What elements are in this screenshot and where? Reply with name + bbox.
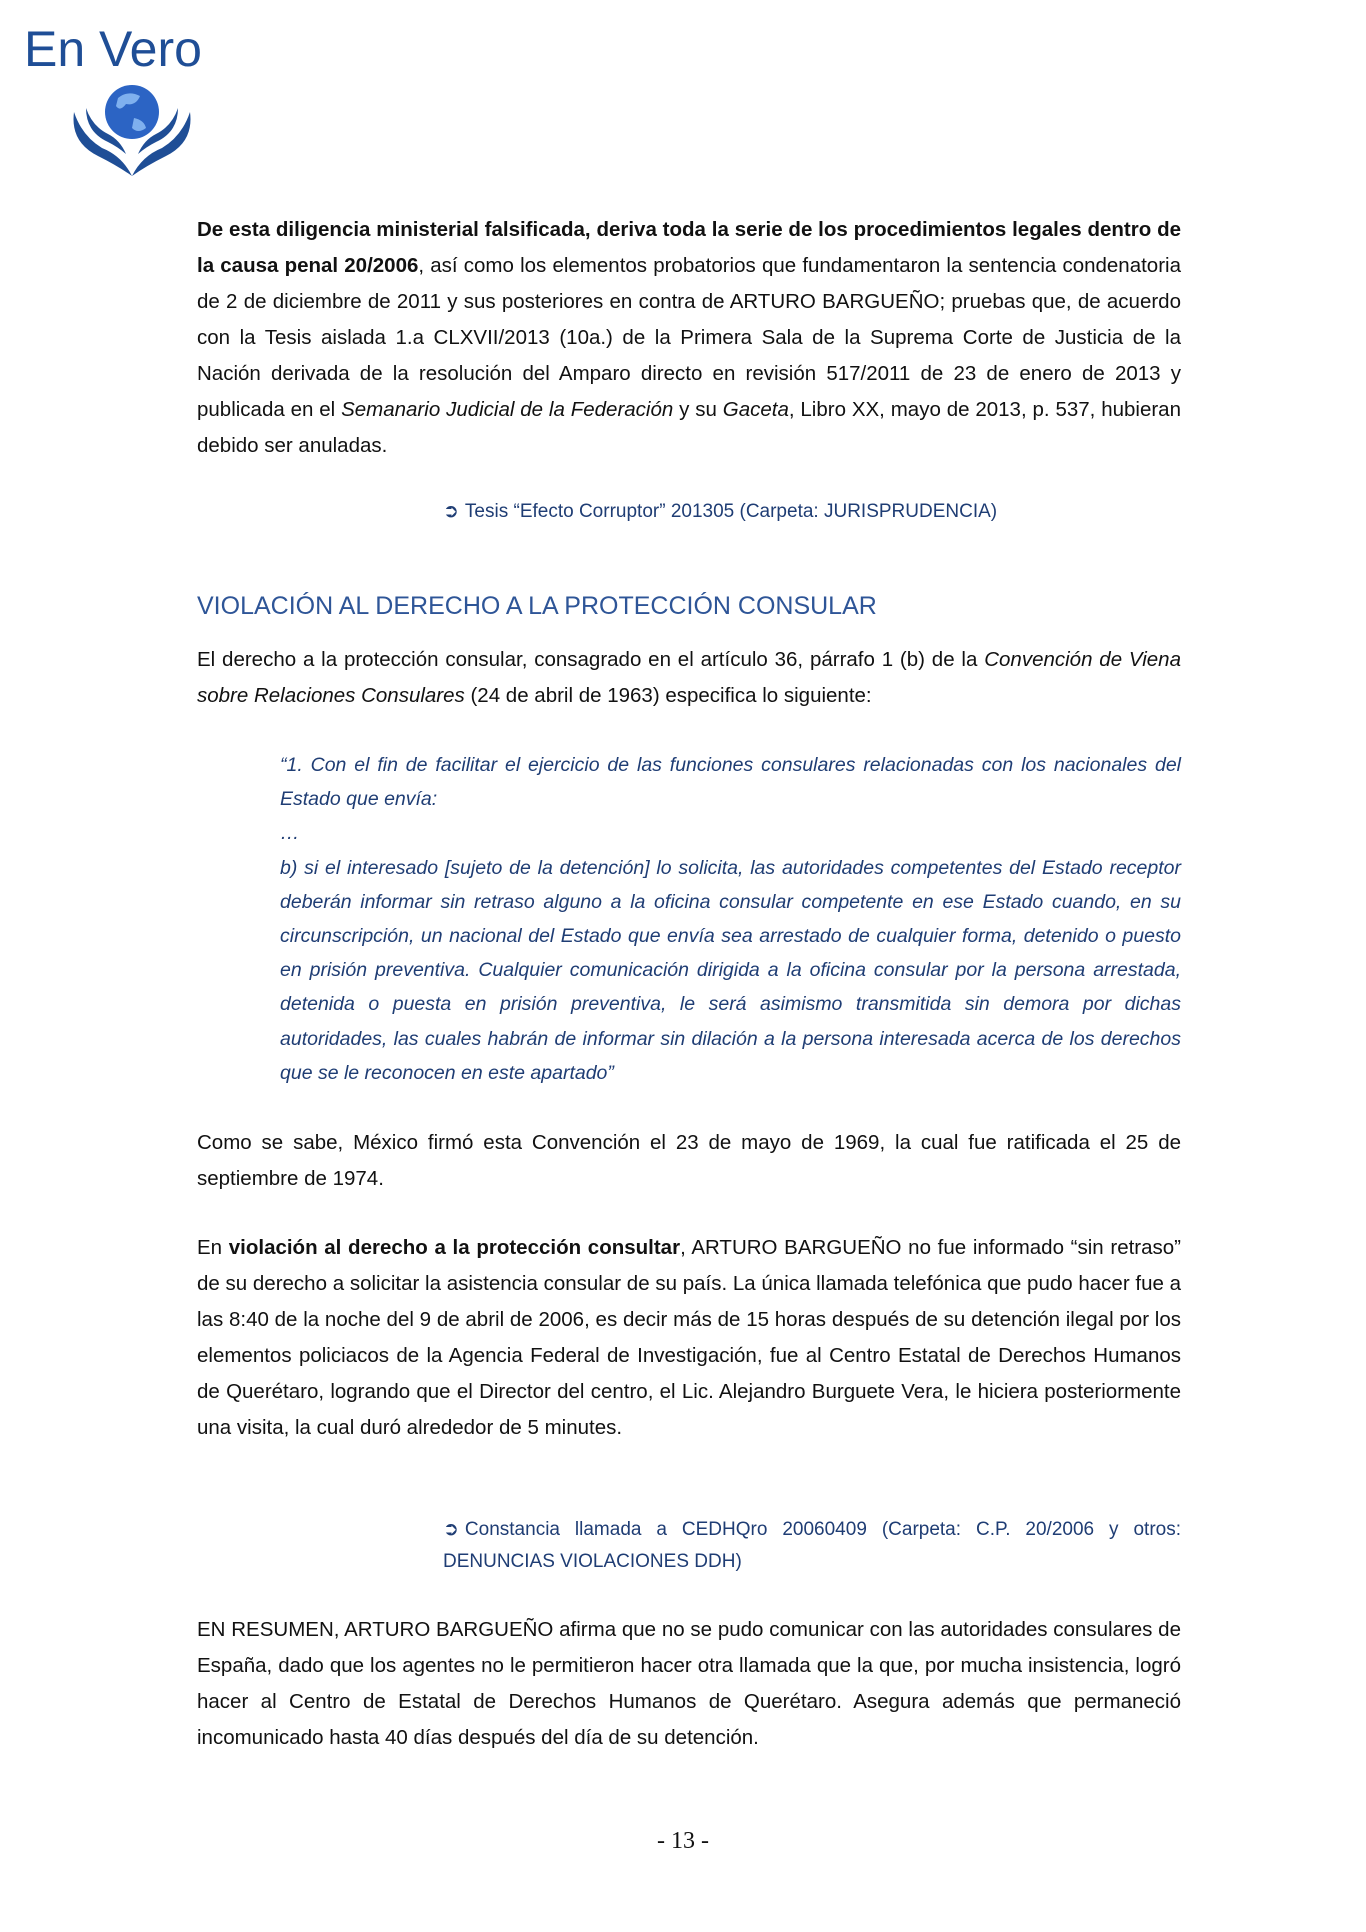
link-constancia-text[interactable]: Constancia llamada a CEDHQro 20060409 (Carpeta: C.P. 20/2006 y otros: DENUNCIAS VIOLACIONES DDH) xyxy=(443,1519,1181,1572)
paragraph-5-text: EN RESUMEN, ARTURO BARGUEÑO afirma que no se pudo comunicar con las autoridades consulares de España, dado que los agentes no le permitieron hacer otra llamada que la que, por mucha insistencia, logró hacer al Centro de Estatal de Derechos Humanos de Querétaro. Asegura además que permaneció incomunicado hasta 40 días después del día de su detención. xyxy=(197,1618,1181,1749)
logo-text: En Vero xyxy=(24,21,202,77)
paragraph-1 xyxy=(197,212,1181,464)
quote-ellipsis: … xyxy=(280,822,300,845)
paragraph-2-text-a: El derecho a la protección consular, consagrado en el artículo 36, párrafo 1 (b) de la xyxy=(197,648,985,671)
paragraph-3-text: Como se sabe, México firmó esta Convención el 23 de mayo de 1969, la cual fue ratificada el 25 de septiembre de 1974. xyxy=(197,1131,1181,1190)
paragraph-1-text-a: , así como los elementos probatorios que fundamentaron la sentencia condenatoria de 2 de diciembre de 2011 y sus posteriores en contra de ARTURO BARGUEÑO; pruebas que, de acuerdo con la Tesis aislada 1.a CLXVII/2013 (10a.) de la Primera Sala de la Suprema Corte de Justicia de la Nación derivada de la resolución del Amparo directo en revisión 517/2011 de 23 de enero de 2013 y publicada en el xyxy=(197,254,1181,421)
paragraph-4 xyxy=(197,1230,1181,1446)
paragraph-1-text-b: y su xyxy=(673,398,723,421)
block-quote xyxy=(280,748,1181,1090)
quote-line-2: b) si el interesado [sujeto de la detención] lo solicita, las autoridades competentes del Estado receptor deberán informar sin retraso alguno a la oficina consular competente en ese Estado cuando, en su circunscripción, un nacional del Estado que envía sea arrestado de cualquier forma, detenido o puesto en prisión preventiva. Cualquier comunicación dirigida a la oficina consular por la persona arrestada, detenida o puesta en prisión preventiva, le será asimismo transmitida sin demora por dichas autoridades, las cuales habrán de informar sin dilación a la persona interesada acerca de los derechos que se le reconocen en este apartado” xyxy=(280,856,1181,1084)
paragraph-1-italic-b: Gaceta xyxy=(722,398,789,421)
paragraph-1-italic-a: Semanario Judicial de la Federación xyxy=(341,398,674,421)
paragraph-5 xyxy=(197,1612,1181,1756)
paragraph-4-text-a: En xyxy=(197,1236,229,1259)
arrow-icon: ➲ xyxy=(443,501,459,522)
link-tesis-text[interactable]: Tesis “Efecto Corruptor” 201305 (Carpeta: JURISPRUDENCIA) xyxy=(464,501,998,522)
quote-line-1: “1. Con el fin de facilitar el ejercicio de las funciones consulares relacionadas con los nacionales del Estado que envía: xyxy=(280,754,1181,811)
paragraph-1-text-c: , Libro XX, mayo de 2013, p. 537, hubieran debido ser anuladas. xyxy=(197,398,1181,457)
paragraph-3 xyxy=(197,1125,1181,1197)
paragraph-4-text-b: , ARTURO BARGUEÑO no fue informado “sin retraso” de su derecho a solicitar la asistencia consular de su país. La única llamada telefónica que pudo hacer fue a las 8:40 de la noche del 9 de abril de 2006, es decir más de 15 horas después de su detención ilegal por los elementos policiacos de la Agencia Federal de Investigación, fue al Centro Estatal de Derechos Humanos de Querétaro, logrando que el Director del centro, el Lic. Alejandro Burguete Vera, le hiciera posteriormente una visita, la cual duró alrededor de 5 minutes. xyxy=(197,1236,1181,1439)
paragraph-2-italic-a: Convención de Viena sobre Relaciones Consulares xyxy=(197,648,1181,707)
paragraph-2-text-b: (24 de abril de 1963) especifica lo siguiente: xyxy=(464,684,872,707)
section-heading: VIOLACIÓN AL DERECHO A LA PROTECCIÓN CONSULAR xyxy=(197,592,877,620)
paragraph-2 xyxy=(197,642,1181,714)
page-number: - 13 - xyxy=(657,1828,709,1854)
link-tesis-efecto-corruptor[interactable] xyxy=(443,496,1181,528)
arrow-icon: ➲ xyxy=(443,1519,459,1540)
paragraph-1-bold-lead: De esta diligencia ministerial falsificada, deriva toda la serie de los procedimientos legales dentro de la causa penal 20/2006 xyxy=(197,218,1181,277)
link-constancia-llamada[interactable] xyxy=(443,1514,1181,1578)
envero-logo xyxy=(24,20,214,160)
paragraph-4-bold-a: violación al derecho a la protección consultar xyxy=(228,1236,681,1259)
